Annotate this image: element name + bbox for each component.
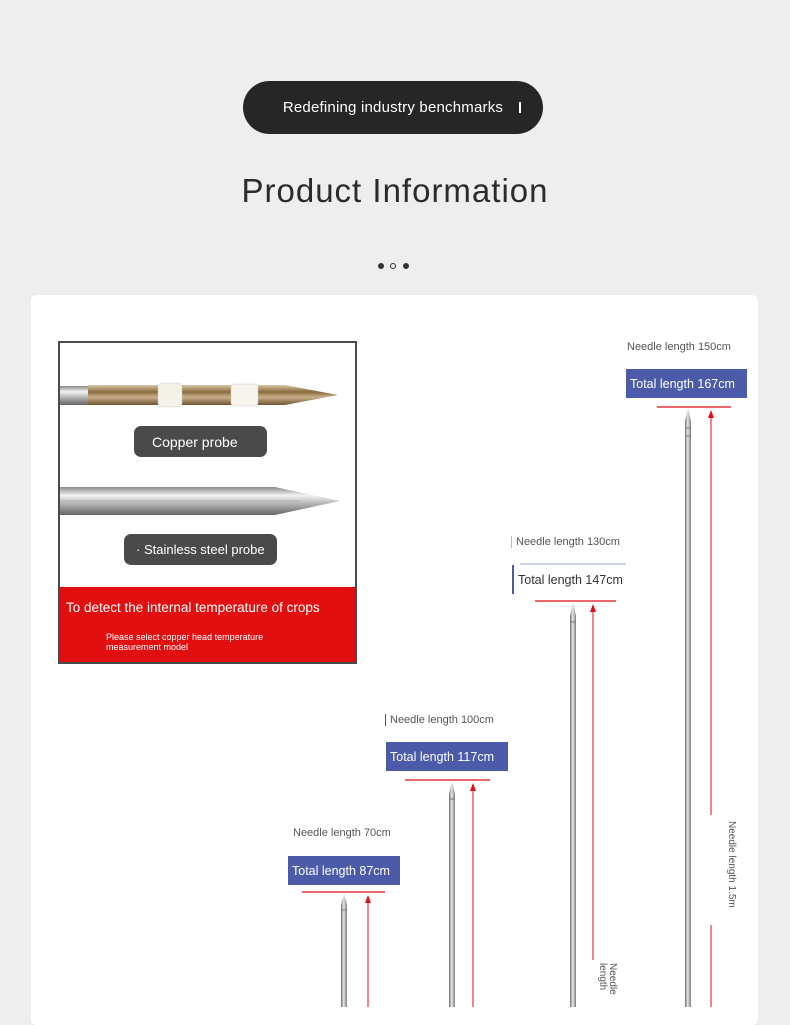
banner-main-text: To detect the internal temperature of crops — [66, 600, 320, 615]
needle-130 — [535, 601, 616, 1007]
needle-label-130: Needle length 130cm — [511, 536, 620, 548]
steel-probe-label: · Stainless steel probe — [136, 542, 265, 557]
copper-probe-tag — [134, 426, 267, 457]
needle-100 — [405, 780, 490, 1007]
total-length-117: Total length 117cm — [386, 742, 508, 771]
copper-probe-image — [60, 383, 338, 407]
steel-probe-image — [60, 487, 340, 515]
total-length-147: Total length 147cm — [512, 565, 626, 594]
vertical-label-1-5m: Needle length 1.5m — [726, 821, 737, 908]
needle-label-100: Needle length 100cm — [385, 714, 494, 726]
crop-temperature-banner — [60, 587, 355, 662]
banner-sub-text: Please select copper head temperature measurement model — [106, 632, 264, 652]
vertical-label-short — [597, 963, 617, 995]
total-length-87: Total length 87cm — [288, 856, 400, 885]
needle-label-150: Needle length 150cm — [627, 341, 731, 353]
vertical-label-short-line1: Needle — [607, 963, 618, 995]
needle-150 — [657, 407, 731, 1007]
copper-probe-label: Copper probe — [152, 433, 238, 450]
vertical-label-short-line2: length — [597, 963, 608, 991]
needle-label-70: Needle length 70cm — [293, 827, 391, 839]
page-title: Product Information — [241, 172, 549, 209]
needle-70 — [302, 892, 385, 1007]
total-length-167: Total length 167cm — [626, 369, 747, 398]
slogan-text: Redefining industry benchmarks — [282, 99, 504, 116]
steel-probe-tag — [124, 534, 277, 565]
probe-comparison-panel — [58, 341, 357, 664]
